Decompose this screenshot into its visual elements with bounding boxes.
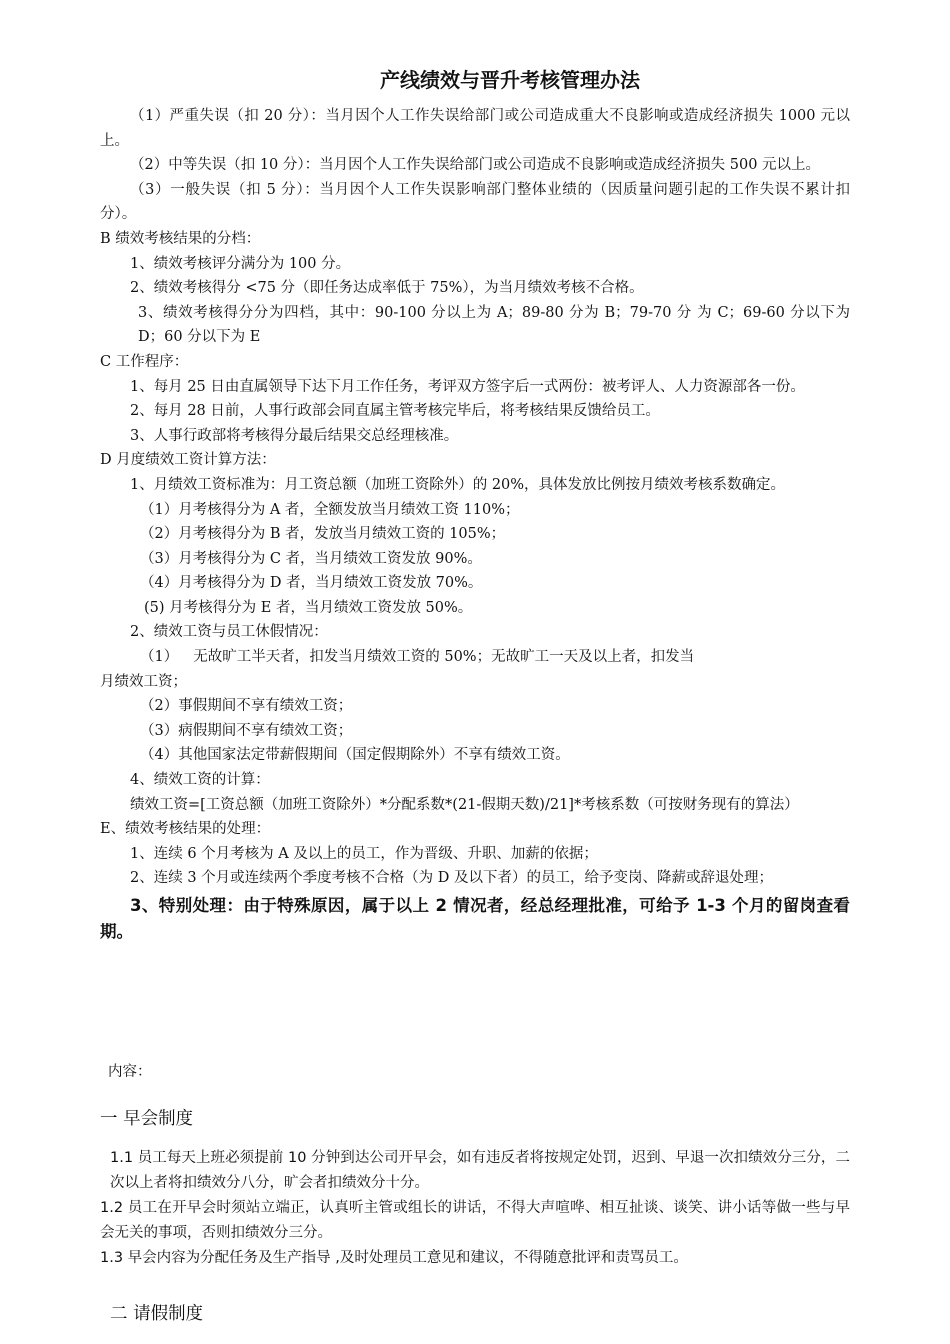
rule-1-1: 1.1 员工每天上班必须提前 10 分钟到达公司开早会，如有违反者将按规定处罚，迟到、早退一次扣绩效分三分，二次以上者将扣绩效分八分，旷会者扣绩效分十分。	[110, 1150, 850, 1191]
document-body	[100, 104, 850, 945]
list-item-d4: 4、绩效工资的计算：	[130, 772, 270, 789]
list-item-d1c: （3）月考核得分为 C 者，当月绩效工资发放 90%。	[140, 550, 482, 567]
list-item-c2: 2、每月 28 日前，人事行政部会同直属主管考核完毕后，将考核结果反馈给员工。	[130, 403, 660, 420]
paragraph-medium-error: （2）中等失误（扣 10 分）：当月因个人工作失误给部门或公司造成不良影响或造成经济损失 500 元以上。	[130, 157, 821, 174]
list-item-d2a	[100, 645, 850, 670]
section-heading-d: D 月度绩效工资计算方法：	[100, 452, 276, 469]
list-item-b1: 1、绩效考核评分满分为 100 分。	[130, 255, 351, 272]
list-item-d1a: （1）月考核得分为 A 者，全额发放当月绩效工资 110%；	[140, 501, 520, 518]
list-item-b3: 3、绩效考核得分分为四档，其中：90-100 分以上为 A；89-80 分为 B；79-70 分 为 C；69-60 分以下为 D；60 分以下为 E	[138, 304, 850, 346]
section-heading-morning-meeting: 一 早会制度	[100, 1109, 194, 1129]
list-item-c3: 3、人事行政部将考核得分最后结果交总经理核准。	[130, 427, 459, 444]
paragraph-minor-error: （3）一般失误（扣 5 分）：当月因个人工作失误影响部门整体业绩的（因质量问题引起的工作失误不累计扣分）。	[100, 181, 850, 223]
section-heading-b: B 绩效考核结果的分档：	[100, 230, 261, 247]
rule-1-2: 1.2 员工在开早会时须站立端正，认真听主管或组长的讲话，不得大声喧哗、相互扯谈、谈笑、讲小话等做一些与早会无关的事项，否则扣绩效分三分。	[100, 1200, 850, 1241]
content-label: 内容：	[108, 1064, 152, 1080]
list-item-d1d: （4）月考核得分为 D 者，当月绩效工资发放 70%。	[140, 575, 483, 592]
rule-1-3: 1.3 早会内容为分配任务及生产指导 ,及时处理员工意见和建议，不得随意批评和责骂员工。	[100, 1250, 688, 1266]
list-item-b2: 2、绩效考核得分 <75 分（即任务达成率低于 75%），为当月绩效考核不合格。	[130, 280, 644, 297]
list-item-d2b: （2）事假期间不享有绩效工资；	[140, 698, 353, 715]
paragraph-serious-error: （1）严重失误（扣 20 分）：当月因个人工作失误给部门或公司造成重大不良影响或造成经济损失 1000 元以上。	[100, 108, 850, 149]
list-item-d2d: （4）其他国家法定带薪假期间（国定假期除外）不享有绩效工资。	[140, 747, 570, 764]
list-item-d1: 1、月绩效工资标准为：月工资总额（加班工资除外）的 20%，具体发放比例按月绩效考核系数确定。	[130, 476, 786, 493]
list-item-d2a-text: 无故旷工半天者，扣发当月绩效工资的 50%；无故旷工一天及以上者，扣发当	[193, 649, 695, 666]
list-item-c1: 1、每月 25 日由直属领导下达下月工作任务，考评双方签字后一式两份：被考评人、人力资源部各一份。	[130, 378, 805, 395]
page-title: 产线绩效与晋升考核管理办法	[380, 68, 640, 92]
formula-line: 绩效工资=[工资总额（加班工资除外）*分配系数*(21-假期天数)/21]*考核系数（可按财务现有的算法）	[130, 796, 799, 813]
list-item-e2: 2、连续 3 个月或连续两个季度考核不合格（为 D 及以下者）的员工，给予变岗、降薪或辞退处理；	[130, 870, 774, 887]
section-heading-leave: 二 请假制度	[110, 1304, 204, 1324]
list-item-d2: 2、绩效工资与员工休假情况：	[130, 624, 328, 641]
section-heading-c: C 工作程序：	[100, 353, 189, 370]
list-item-d2c: （3）病假期间不享有绩效工资；	[140, 722, 353, 739]
meeting-rules-body	[100, 1060, 850, 1327]
special-handling-paragraph: 3、特别处理：由于特殊原因，属于以上 2 情况者，经总经理批准，可给予 1-3 个月的留岗查看期。	[100, 896, 850, 941]
list-item-d1e: (5) 月考核得分为 E 者，当月绩效工资发放 50%。	[144, 599, 473, 616]
list-item-d2a-continued: 月绩效工资；	[100, 673, 187, 690]
list-item-d2a-number: （1）	[140, 649, 179, 666]
list-item-d1b: （2）月考核得分为 B 者，发放当月绩效工资的 105%；	[140, 526, 506, 543]
section-heading-e: E、绩效考核结果的处理：	[100, 821, 271, 838]
list-item-e1: 1、连续 6 个月考核为 A 及以上的员工，作为晋级、升职、加薪的依据；	[130, 845, 598, 862]
